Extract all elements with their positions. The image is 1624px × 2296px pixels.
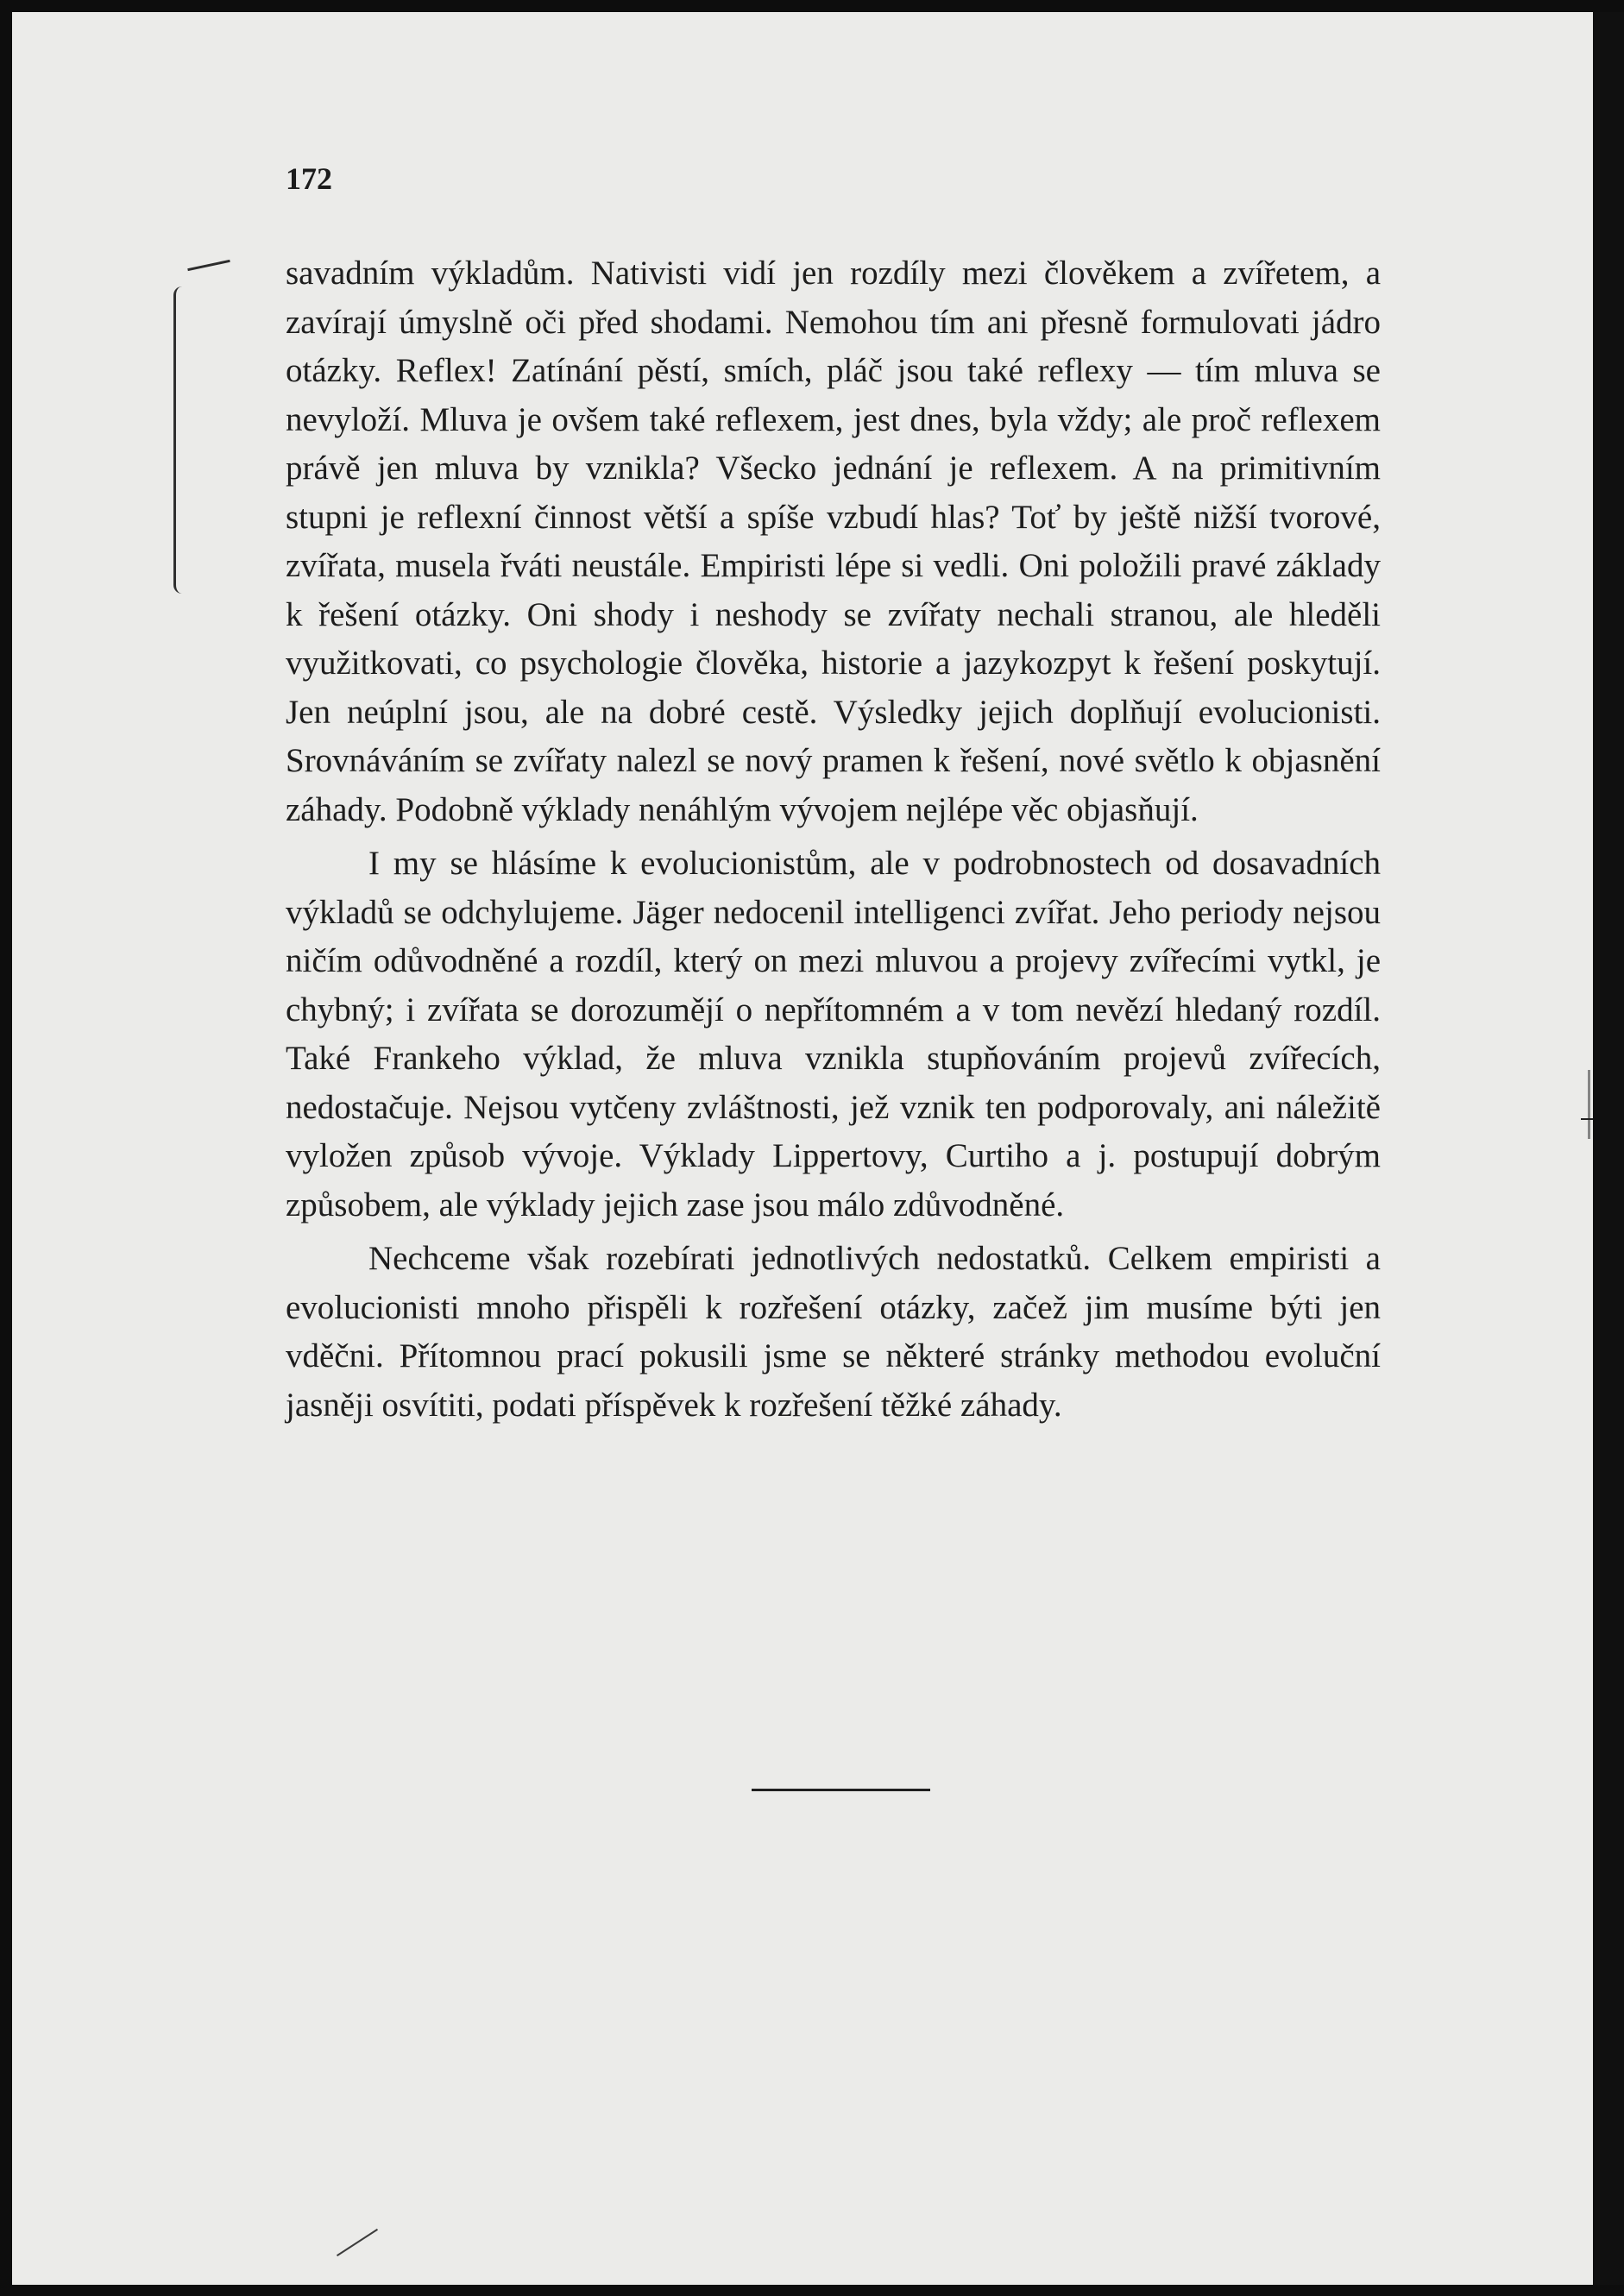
right-edge-mark [1581, 1118, 1593, 1120]
paragraph-2: I my se hlásíme k evolucionistům, ale v podrobnostech od dosavadních výkladů se odchylujeme. Jäger nedocenil intelligenci zvířat. Jeho periody nejsou ničím odůvodněné a rozdíl, který on mezi mluvou a projevy zvířecími vytkl, je chybný; i zvířata se dorozumějí o nepřítomném a v tom nevězí hledaný rozdíl. Také Frankeho výklad, že mluva vznikla stupňováním projevů zvířecích, nedostačuje. Nejsou vytčeny zvláštnosti, jež vznik ten podporovaly, ani náležitě vyložen způsob vývoje. Výklady Lippertovy, Curtiho a j. postupují dobrým způsobem, ale výklady jejich zase jsou málo zdůvodněné. [286, 845, 1381, 1223]
right-edge-line [1588, 1070, 1590, 1139]
paragraph-1: savadním výkladům. Nativisti vidí jen rozdíly mezi člověkem a zvířetem, a zavírají úmyslně oči před shodami. Nemohou tím ani přesně formulovati jádro otázky. Reflex! Zatínání pěstí, smích, pláč jsou také reflexy — tím mluva se nevyloží. Mluva je ovšem také reflexem, jest dnes, byla vždy; ale proč reflexem právě jen mluva by vznikla? Všecko jednání je reflexem. A na primitivním stupni je reflexní činnost větší a spíše vzbudí hlas? Toť by ještě nižší tvorové, zvířata, musela řváti neustále. Empiristi lépe si vedli. Oni položili pravé základy k řešení otázky. Oni shody i neshody se zvířaty nechali stranou, ale hleděli využitkovati, co psychologie člověka, historie a jazykozpyt k řešení poskytují. Jen neúplní jsou, ale na dobré cestě. Výsledky jejich doplňují evolucionisti. Srovnáváním se zvířaty nalezl se nový pramen k řešení, nové světlo k objasnění záhady. Podobně výklady nenáhlým vývojem nejlépe věc objasňují. [286, 255, 1381, 828]
scan-shadow [1593, 12, 1624, 2285]
section-divider [752, 1789, 930, 1791]
paragraph-3: Nechceme však rozebírati jednotlivých nedostatků. Celkem empiristi a evolucionisti mnoho přispěli k rozřešení otázky, začež jim musíme býti jen vděčni. Přítomnou prací pokusili jsme se některé stránky methodou evoluční jasněji osvítiti, podati příspěvek k rozřešení těžké záhady. [286, 1240, 1381, 1424]
margin-bracket-mark [173, 286, 188, 594]
page-number: 172 [286, 161, 332, 196]
body-text [286, 249, 1381, 1430]
